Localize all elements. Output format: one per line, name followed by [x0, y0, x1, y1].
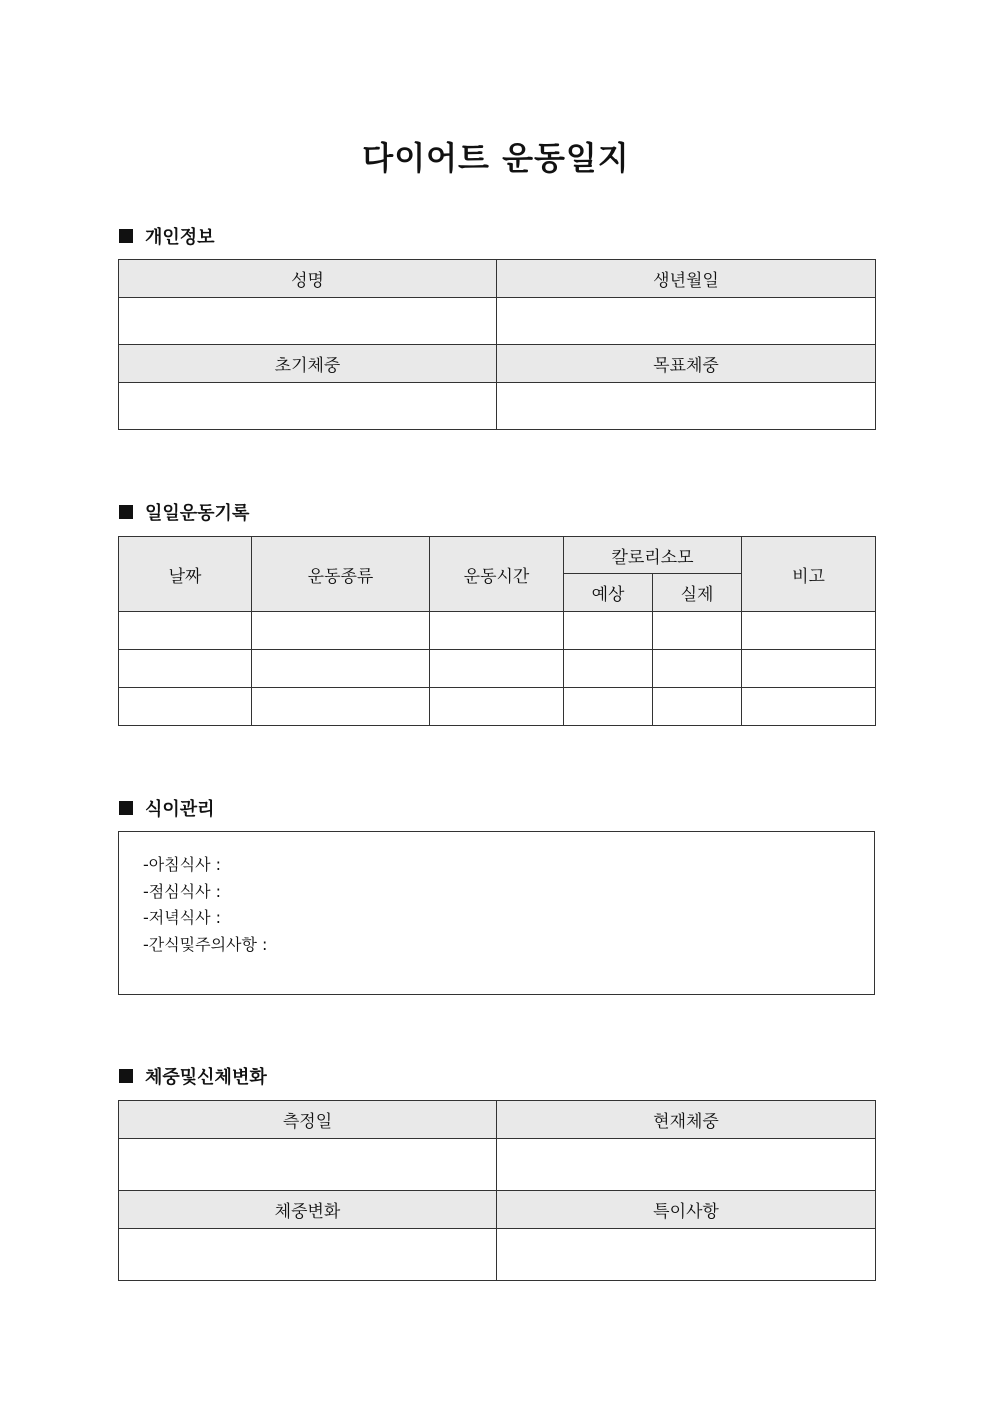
- initial-weight-field[interactable]: [119, 383, 497, 430]
- name-label: 성명: [119, 260, 497, 298]
- dinner-line: -저녁식사 :: [143, 908, 222, 927]
- personal-info-table: [118, 259, 876, 430]
- section-heading-personal: [119, 223, 215, 249]
- exercise-type-header: 운동종류: [252, 537, 430, 612]
- calorie-header: 칼로리소모: [564, 537, 742, 574]
- lunch-line: -점심식사 :: [143, 881, 222, 901]
- table-cell[interactable]: [119, 688, 252, 726]
- table-cell[interactable]: [430, 688, 564, 726]
- section-heading-diet: [119, 795, 215, 821]
- expected-header: 예상: [564, 574, 653, 612]
- birth-field[interactable]: [497, 298, 876, 345]
- table-cell[interactable]: [430, 650, 564, 688]
- actual-header: 실제: [653, 574, 742, 612]
- table-cell[interactable]: [119, 650, 252, 688]
- table-cell[interactable]: [564, 650, 653, 688]
- exercise-time-header: 운동시간: [430, 537, 564, 612]
- breakfast-line: -아침식사 :: [143, 855, 222, 874]
- birth-label: 생년월일: [497, 260, 876, 298]
- square-bullet-icon: [119, 229, 133, 243]
- current-weight-field[interactable]: [497, 1139, 876, 1191]
- table-row: [119, 612, 876, 650]
- diet-memo-box[interactable]: [118, 831, 875, 995]
- section-heading-exercise: [119, 499, 249, 525]
- square-bullet-icon: [119, 505, 133, 519]
- current-weight-label: 현재체중: [497, 1101, 876, 1139]
- measure-date-label: 측정일: [119, 1101, 497, 1139]
- measure-date-field[interactable]: [119, 1139, 497, 1191]
- table-cell[interactable]: [252, 650, 430, 688]
- table-cell[interactable]: [742, 612, 876, 650]
- remarks-label: 특이사항: [497, 1191, 876, 1229]
- date-header: 날짜: [119, 537, 252, 612]
- square-bullet-icon: [119, 1069, 133, 1083]
- page-title: 다이어트 운동일지: [362, 139, 630, 177]
- body-change-table: [118, 1100, 876, 1281]
- note-header: 비고: [742, 537, 876, 612]
- snack-notes-line: -간식및주의사항 :: [143, 934, 268, 954]
- square-bullet-icon: [119, 801, 133, 815]
- section-heading-exercise-label: 일일운동기록: [145, 503, 250, 524]
- table-cell[interactable]: [252, 612, 430, 650]
- target-weight-field[interactable]: [497, 383, 876, 430]
- weight-change-label: 체중변화: [119, 1191, 497, 1229]
- initial-weight-label: 초기체중: [119, 345, 497, 383]
- table-row: [119, 650, 876, 688]
- table-row: [119, 688, 876, 726]
- table-cell[interactable]: [564, 612, 653, 650]
- table-cell[interactable]: [653, 650, 742, 688]
- section-heading-personal-label: 개인정보: [145, 227, 215, 248]
- table-cell[interactable]: [564, 688, 653, 726]
- table-cell[interactable]: [653, 612, 742, 650]
- table-cell[interactable]: [430, 612, 564, 650]
- table-cell[interactable]: [742, 650, 876, 688]
- table-cell[interactable]: [653, 688, 742, 726]
- exercise-log-table: [118, 536, 876, 726]
- target-weight-label: 목표체중: [497, 345, 876, 383]
- weight-change-field[interactable]: [119, 1229, 497, 1281]
- section-heading-body: [119, 1063, 267, 1089]
- section-heading-body-label: 체중및신체변화: [145, 1067, 267, 1088]
- table-cell[interactable]: [252, 688, 430, 726]
- name-field[interactable]: [119, 298, 497, 345]
- table-cell[interactable]: [742, 688, 876, 726]
- section-heading-diet-label: 식이관리: [145, 799, 215, 820]
- remarks-field[interactable]: [497, 1229, 876, 1281]
- table-cell[interactable]: [119, 612, 252, 650]
